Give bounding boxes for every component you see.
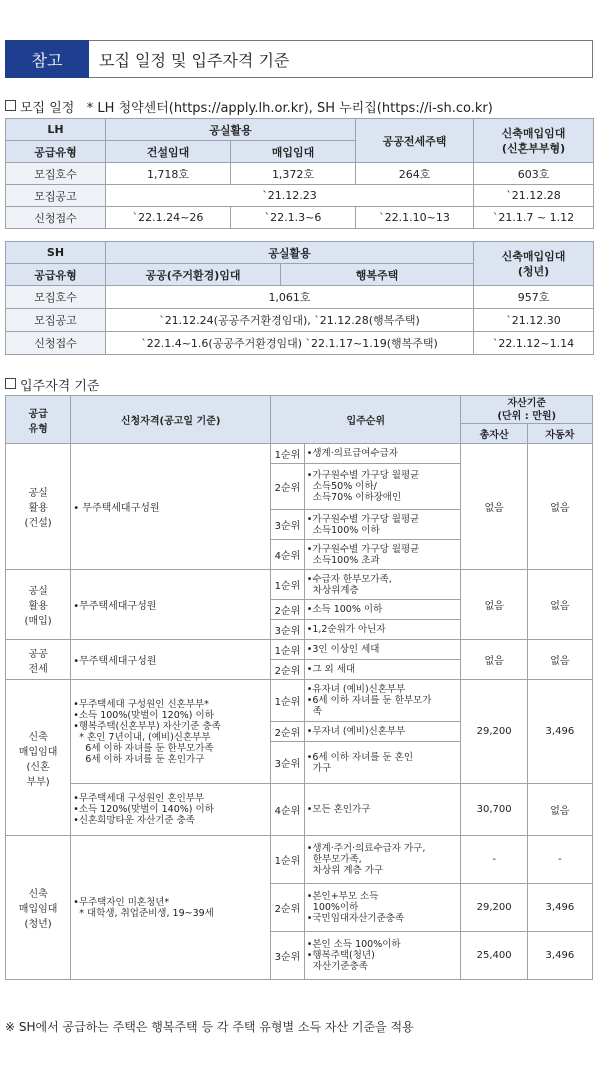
h-asset: 자산기준 (단위 : 만원): [461, 396, 593, 424]
footnote: ※ SH에서 공급하는 주택은 행복주택 등 각 주택 유형별 소득 자산 기준을 적용: [5, 1020, 414, 1034]
table-row: 모집호수 1,718호 1,372호 264호 603호: [6, 163, 594, 185]
lh-schedule-table: [5, 118, 594, 229]
h-car: 자동차: [527, 424, 592, 444]
lh-new-purchase: 신축매입임대 (신혼부부형): [474, 119, 594, 163]
lh-public-jeonse: 공공전세주택: [356, 119, 474, 163]
h-qual: 신청자격(공고일 기준): [71, 396, 271, 444]
checkbox-square-icon: [5, 378, 16, 389]
lh-construct: 건설임대: [106, 141, 231, 163]
lh-type-label: 공급유형: [6, 141, 106, 163]
schedule-links: * LH 청약센터(https://apply.lh.or.kr), SH 누리집(https://i-sh.co.kr): [86, 101, 493, 116]
h-order: 입주순위: [271, 396, 461, 444]
sh-type-label: 공급유형: [6, 264, 106, 286]
sh-new-purchase: 신축매입임대 (청년): [474, 242, 594, 286]
sh-org: SH: [6, 242, 106, 264]
header-tag: 참고: [5, 40, 89, 78]
sh-gongsil: 공실활용: [106, 242, 474, 264]
sh-public-env: 공공(주거환경)임대: [106, 264, 281, 286]
sh-happy: 행복주택: [281, 264, 474, 286]
table-row: 신청접수 `22.1.4~1.6(공공주거환경임대) `22.1.17~1.19(행복주택) `22.1.12~1.14: [6, 332, 594, 355]
table-row: 신청접수 `22.1.24~26 `22.1.3~6 `22.1.10~13 `21.1.7 ~ 1.12: [6, 207, 594, 229]
header-title: 모집 일정 및 입주자격 기준: [89, 40, 593, 78]
table-row: 모집공고 `21.12.24(공공주거환경임대), `21.12.28(행복주택) `21.12.30: [6, 309, 594, 332]
sh-schedule-table: [5, 241, 594, 355]
lh-gongsil: 공실활용: [106, 119, 356, 141]
qual-section-title: 입주자격 기준: [5, 375, 99, 394]
schedule-section-title: 모집 일정 * LH 청약센터(https://apply.lh.or.kr), SH 누리집(https://i-sh.co.kr): [5, 97, 493, 116]
section-header: [5, 40, 593, 78]
lh-org: LH: [6, 119, 106, 141]
h-type: 공급 유형: [6, 396, 71, 444]
h-total: 총자산: [461, 424, 527, 444]
checkbox-square-icon: [5, 100, 16, 111]
lh-purchase: 매입임대: [231, 141, 356, 163]
table-row: 모집공고 `21.12.23 `21.12.28: [6, 185, 594, 207]
table-row: 모집호수 1,061호 957호: [6, 286, 594, 309]
qualification-table: 공급 유형 신청자격(공고일 기준) 입주순위 자산기준 (단위 : 만원) 총자산 자동차 공실 활용 (건설) • 무주택세대구성원 1순위 •생계·의료급여수급자 없음 없음 2순위 •가구원수별 가구당 월평균 소득50% 이하/ 소득70% 이하장애인 3순위 •가구원수별 가구당 월평균 소득100% 이하 4순위 •가구원수별 가구당 월평균 소득100% 초과 공실 활용 (매입) •무주택세대구성원 1순위 •수급자 한부모가족, 차상위계층 없음 없음 2순위 •소득 100% 이하 3순위 •1,2순위가 아닌자 공공 전세 •무주택세대구성원 1순위 •3인 이상인 세대 없음 없음 2순위 •그 외 세대 신축 매입임대 (신혼 부부) •무주택세대 구성원인 신혼부부* •소득 100%(맞벌이 120%) 이하 •행복주택(신혼부부) 자산기준 충족 * 혼인 7년이내, (예비)신혼부부 6세 이하 자녀를 둔 한부모가족 6세 이하 자녀를 둔 혼인가구 1순위 •유자녀 (예비)신혼부부 •6세 이하 자녀를 둔 한부모가 족 29,200 3,496 2순위 •무자녀 (예비)신혼부부 3순위 •6세 이하 자녀를 둔 혼인 가구 •무주택세대 구성원인 혼인부부 •소득 120%(맞벌이 140%) 이하 •신혼희망타운 자산기준 충족 4순위 •모든 혼인가구 30,700 없음 신축 매입임대 (청년) •무주택자인 미혼청년* * 대학생, 취업준비생, 19~39세 1순위 •생계·주거·의료수급자 가구, 한부모가족, 차상위 계층 가구 - - 2순위 •본인+부모 소득 100%이하 •국민임대자산기준충족 29,200 3,496 3순위 •본인 소득 100%이하 •행복주택(청년) 자산기준충족 25,400 3,496: [5, 395, 593, 980]
